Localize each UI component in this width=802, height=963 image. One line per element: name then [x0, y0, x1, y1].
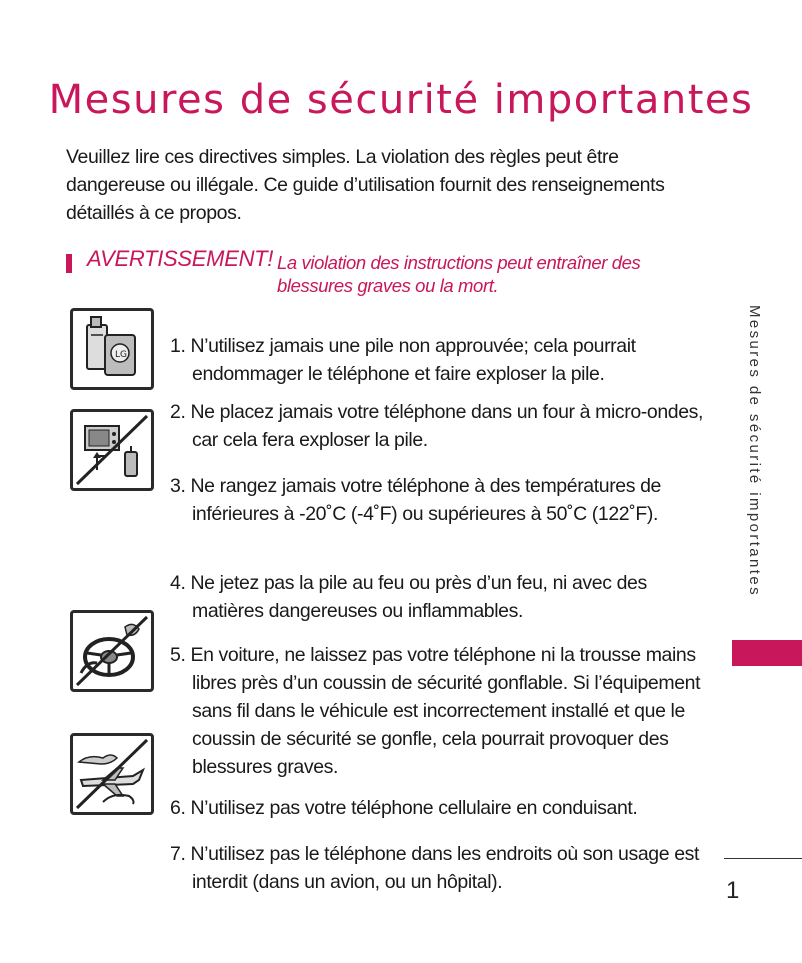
list-item: 4. Ne jetez pas la pile au feu ou près d’un feu, ni avec des matières dangereuses ou inflammables.: [170, 572, 647, 622]
list-item: 7. N’utilisez pas le téléphone dans les endroits où son usage est interdit (dans un avion, ou un hôpital).: [170, 843, 700, 893]
list-item: 6. N’utilisez pas votre téléphone cellulaire en conduisant.: [170, 797, 638, 819]
battery-charger-icon: [70, 308, 154, 390]
warning-marker: [66, 254, 72, 273]
warning-text: La violation des instructions peut entraîner des blessures graves ou la mort.: [277, 252, 641, 296]
list-item: 5. En voiture, ne laissez pas votre téléphone ni la trousse mains libres près d’un coussin de sécurité gonflable. Si l’équipement sans fil dans le véhicule est incorrectement installé et que le coussin de sécurité se gonfle, cela pourrait provoquer des blessures graves.: [170, 644, 701, 778]
section-side-label: Mesures de sécurité importantes: [746, 305, 763, 597]
intro-paragraph: Veuillez lire ces directives simples. La violation des règles peut être dangereuse ou illégale. Ce guide d’utilisation fournit des renseignements détaillés à ce propos.: [66, 146, 665, 224]
airplane-prohibited-icon: [70, 733, 154, 815]
microwave-prohibited-icon: [70, 409, 154, 491]
page-number: 1: [726, 877, 740, 904]
section-tab-marker: [732, 640, 802, 666]
warning-label: AVERTISSEMENT!: [87, 246, 274, 271]
list-item: 2. Ne placez jamais votre téléphone dans un four à micro-ondes, car cela fera exploser la pile.: [170, 401, 704, 451]
page-title: Mesures de sécurité importantes: [48, 76, 754, 123]
svg-text:LG: LG: [115, 350, 127, 360]
list-item: 3. Ne rangez jamais votre téléphone à des températures de inférieures à -20˚C (-4˚F) ou supérieures à 50˚C (122˚F).: [170, 475, 661, 525]
list-item: 1. N’utilisez jamais une pile non approuvée; cela pourrait endommager le téléphone et faire exploser la pile.: [170, 335, 636, 385]
footer-rule: [724, 858, 802, 859]
steering-wheel-prohibited-icon: [70, 610, 154, 692]
